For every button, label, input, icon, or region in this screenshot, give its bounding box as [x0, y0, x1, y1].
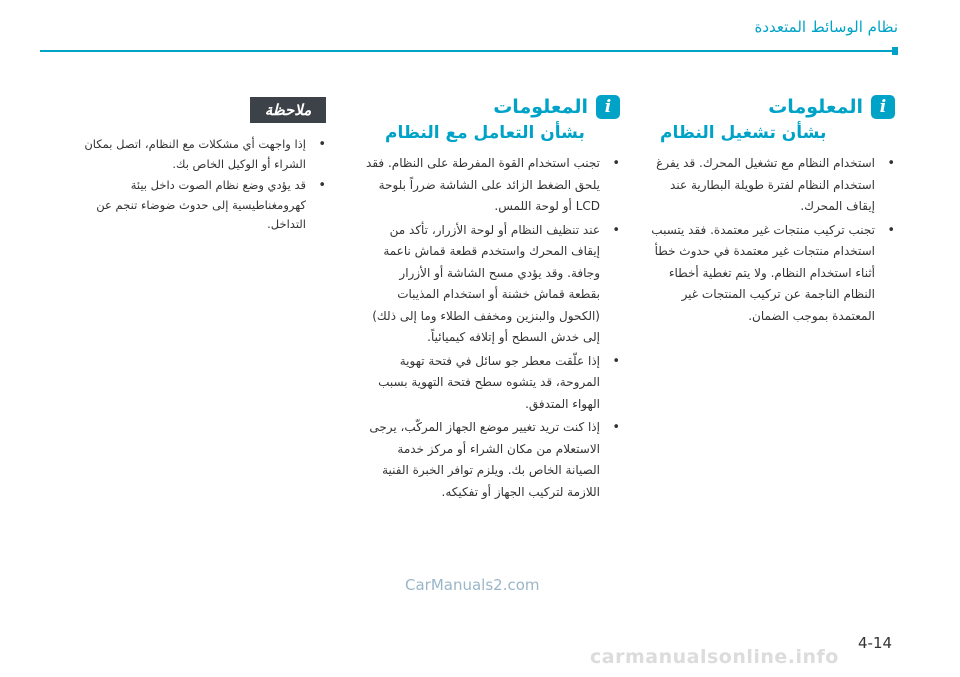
- watermark: CarManuals2.com: [405, 576, 540, 594]
- info-heading: [640, 95, 895, 119]
- info-title: المعلومات: [493, 96, 588, 118]
- info-icon: i: [596, 95, 620, 119]
- info-icon: i: [871, 95, 895, 119]
- info-title: المعلومات: [768, 96, 863, 118]
- bullet-item: • إذا واجهت أي مشكلات مع النظام، اتصل بمكان الشراء أو الوكيل الخاص بك.: [84, 135, 326, 174]
- info-subtitle: بشأن تشغيل النظام: [660, 123, 827, 143]
- caution-label: ملاحظة: [250, 97, 326, 123]
- section-title: نظام الوسائط المتعددة: [754, 18, 898, 36]
- bullet-item: • عند تنظيف النظام أو لوحة الأزرار، تأكد من إيقاف المحرك واستخدم قطعة قماش ناعمة وجافة. وقد يؤدي مسح الشاشة أو الأزرار بقطعة قماش خشنة أو استخدام المذيبات (الكحول والبنزين ومخفف الطلاء وما إلى ذلك) إلى خدش السطح أو إتلافه كيميائياً.: [365, 220, 620, 349]
- bullet-item: • تجنب استخدام القوة المفرطة على النظام. فقد يلحق الضغط الزائد على الشاشة ضرراً بلوحة LCD أو لوحة اللمس.: [365, 153, 620, 218]
- bullet-list: [84, 135, 326, 235]
- info-heading: [365, 95, 620, 119]
- page-number: 4-14: [858, 634, 893, 652]
- bullet-item: • استخدام النظام مع تشغيل المحرك. قد يفرغ استخدام النظام لفترة طويلة البطارية عند إيقاف المحرك.: [640, 153, 895, 218]
- handling-info-column: [365, 95, 620, 505]
- operation-info-column: [640, 95, 895, 329]
- footer-site: carmanualsonline.info: [590, 646, 839, 668]
- bullet-item: • إذا علّقت معطر جو سائل في فتحة تهوية المروحة، قد يتشوه سطح فتحة التهوية بسبب الهواء المتدفق.: [365, 351, 620, 416]
- caution-column: [84, 97, 326, 237]
- bullet-list: [365, 153, 620, 503]
- info-subtitle: بشأن التعامل مع النظام: [385, 123, 585, 143]
- bullet-item: • إذا كنت تريد تغيير موضع الجهاز المركّب، يرجى الاستعلام من مكان الشراء أو مركز خدمة الصيانة الخاص بك. ويلزم توافر الخبرة الفنية اللازمة لتركيب الجهاز أو تفكيكه.: [365, 417, 620, 503]
- bullet-item: • قد يؤدي وضع نظام الصوت داخل بيئة كهرومغناطيسية إلى حدوث ضوضاء تنجم عن التداخل.: [84, 176, 326, 235]
- header-rule: [40, 50, 898, 52]
- bullet-item: • تجنب تركيب منتجات غير معتمدة. فقد يتسبب استخدام منتجات غير معتمدة في حدوث خطأ أثناء استخدام النظام. ولا يتم تغطية أخطاء النظام الناجمة عن تركيب المنتجات غير المعتمدة بموجب الضمان.: [640, 220, 895, 328]
- bullet-list: [640, 153, 895, 327]
